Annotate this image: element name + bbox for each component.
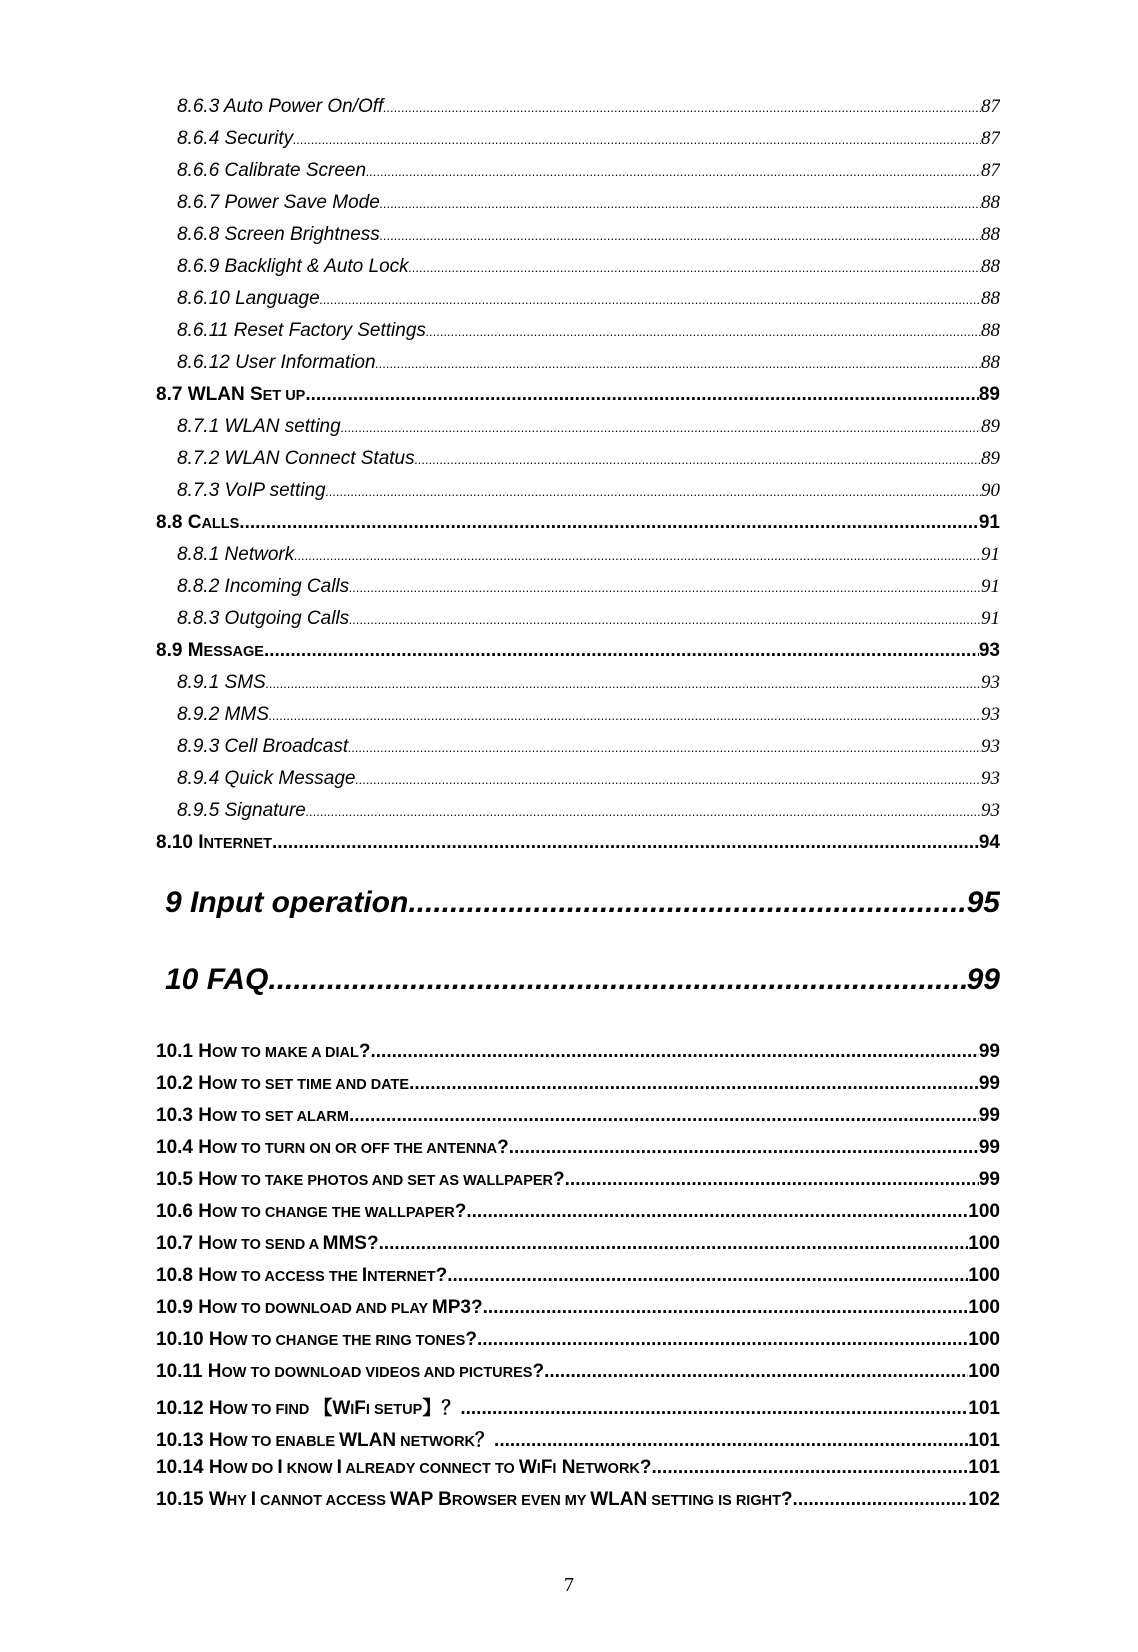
toc-entry-8-9-2[interactable]: 8.9.2 MMS ..... 93 (177, 704, 1000, 726)
page-number: 7 (564, 1574, 574, 1596)
toc-entry-8-6-7[interactable]: 8.6.7 Power Save Mode ..... 88 (177, 192, 1000, 214)
toc-faq-10-8[interactable]: 10.8 HOW TO ACCESS THE INTERNET? ..... 100 (156, 1265, 1000, 1287)
toc-faq-10-4[interactable]: 10.4 HOW TO TURN ON OR OFF THE ANTENNA? ..... 99 (156, 1137, 1000, 1159)
toc-entry-8-7-3[interactable]: 8.7.3 VoIP setting ..... 90 (177, 480, 1000, 502)
toc-section-8-7[interactable]: 8.7 WLAN SET UP ..... 89 (156, 384, 1000, 406)
toc-entry-8-9-3[interactable]: 8.9.3 Cell Broadcast ..... 93 (177, 736, 1000, 758)
toc-entry-8-7-1[interactable]: 8.7.1 WLAN setting ..... 89 (177, 416, 1000, 438)
toc-faq-10-6[interactable]: 10.6 HOW TO CHANGE THE WALLPAPER? ..... 100 (156, 1201, 1000, 1223)
toc-faq-10-14[interactable]: 10.14 HOW DO I KNOW I ALREADY CONNECT TO WIFI NETWORK? ..... 101 (156, 1457, 1000, 1479)
toc-section-8-9[interactable]: 8.9 MESSAGE ..... 93 (156, 640, 1000, 662)
toc-entry-8-9-5[interactable]: 8.9.5 Signature ..... 93 (177, 800, 1000, 822)
toc-faq-10-3[interactable]: 10.3 HOW TO SET ALARM ..... 99 (156, 1105, 1000, 1127)
toc-section-8-10[interactable]: 8.10 INTERNET ..... 94 (156, 832, 1000, 854)
toc-chapter-10[interactable]: 10 FAQ ..... 99 (165, 963, 1000, 997)
toc-section-8-8[interactable]: 8.8 CALLS ..... 91 (156, 512, 1000, 534)
toc-entry-8-6-3[interactable]: 8.6.3 Auto Power On/Off ..... 87 (177, 96, 1000, 118)
toc-faq-10-10[interactable]: 10.10 HOW TO CHANGE THE RING TONES? ..... 100 (156, 1329, 1000, 1351)
toc-entry-8-8-3[interactable]: 8.8.3 Outgoing Calls ..... 91 (177, 608, 1000, 630)
toc-faq-10-5[interactable]: 10.5 HOW TO TAKE PHOTOS AND SET AS WALLPAPER? ..... 99 (156, 1169, 1000, 1191)
toc-entry-8-6-8[interactable]: 8.6.8 Screen Brightness ..... 88 (177, 224, 1000, 246)
toc-faq-10-7[interactable]: 10.7 HOW TO SEND A MMS? ..... 100 (156, 1233, 1000, 1255)
toc-entry-8-6-6[interactable]: 8.6.6 Calibrate Screen ..... 87 (177, 160, 1000, 182)
toc-entry-8-6-9[interactable]: 8.6.9 Backlight & Auto Lock ..... 88 (177, 256, 1000, 278)
toc-faq-10-15[interactable]: 10.15 WHY I CANNOT ACCESS WAP BROWSER EVEN MY WLAN SETTING IS RIGHT? ..... 102 (156, 1489, 1000, 1511)
toc-entry-8-8-2[interactable]: 8.8.2 Incoming Calls ..... 91 (177, 576, 1000, 598)
toc-faq-10-9[interactable]: 10.9 HOW TO DOWNLOAD AND PLAY MP3? ..... 100 (156, 1297, 1000, 1319)
toc-entry-8-9-4[interactable]: 8.9.4 Quick Message ..... 93 (177, 768, 1000, 790)
toc-faq-10-2[interactable]: 10.2 HOW TO SET TIME AND DATE ..... 99 (156, 1073, 1000, 1095)
toc-entry-8-6-11[interactable]: 8.6.11 Reset Factory Settings ..... 88 (177, 320, 1000, 342)
toc-faq-10-1[interactable]: 10.1 HOW TO MAKE A DIAL? ..... 99 (156, 1041, 1000, 1063)
toc-entry-8-6-4[interactable]: 8.6.4 Security ..... 87 (177, 128, 1000, 150)
toc-entry-8-9-1[interactable]: 8.9.1 SMS ..... 93 (177, 672, 1000, 694)
toc-entry-8-8-1[interactable]: 8.8.1 Network ..... 91 (177, 544, 1000, 566)
toc-faq-10-11[interactable]: 10.11 HOW TO DOWNLOAD VIDEOS AND PICTURES? ..... 100 (156, 1361, 1000, 1383)
toc-faq-10-12[interactable]: 10.12 HOW TO FIND 【WIFI SETUP】？ ..... 101 (156, 1393, 1000, 1420)
toc-faq-10-13[interactable]: 10.13 HOW TO ENABLE WLAN NETWORK？ ..... 101 (156, 1425, 1000, 1452)
toc-entry-8-6-10[interactable]: 8.6.10 Language ..... 88 (177, 288, 1000, 310)
toc-entry-8-6-12[interactable]: 8.6.12 User Information ..... 88 (177, 352, 1000, 374)
toc-chapter-9[interactable]: 9 Input operation ..... 95 (165, 886, 1000, 920)
toc-entry-8-7-2[interactable]: 8.7.2 WLAN Connect Status ..... 89 (177, 448, 1000, 470)
